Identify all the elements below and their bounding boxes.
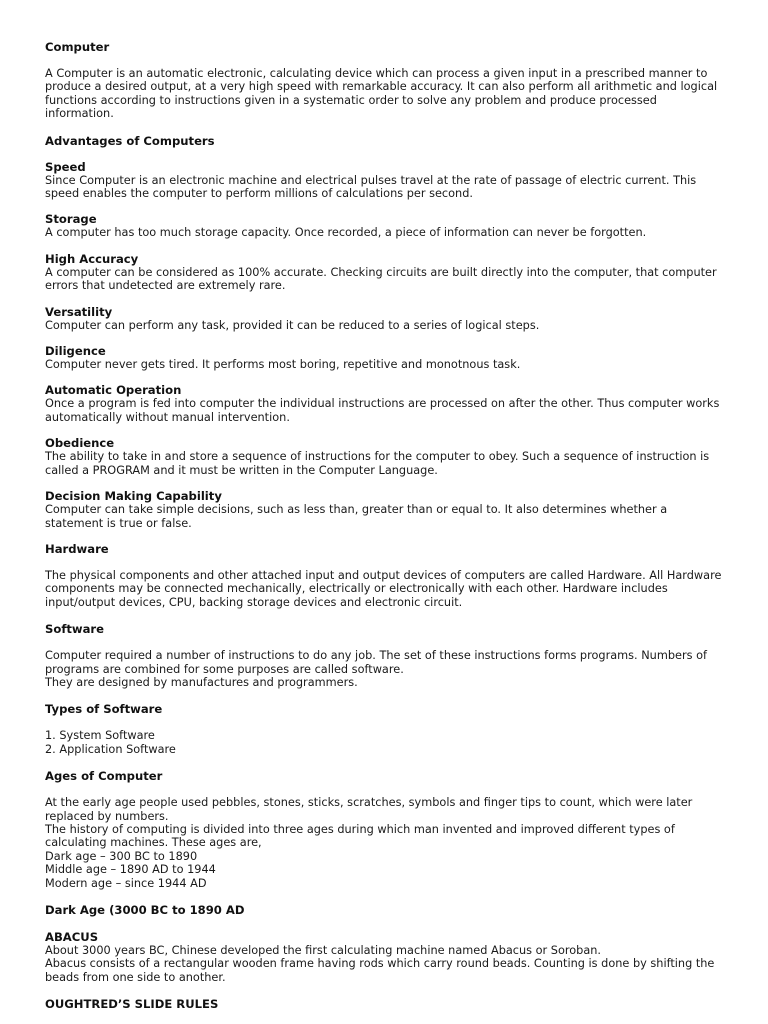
advantage-high-accuracy [45,252,728,293]
advantage-text: Since Computer is an electronic machine and electrical pulses travel at the rate of passage of electric current. This speed enables the computer to perform millions of calculations per second. [45,173,697,201]
paragraph-software-2: They are designed by manufactures and programmers. [45,675,358,689]
paragraph-computer-definition: A Computer is an automatic electronic, calculating device which can process a given input in a prescribed manner to produce a desired output, at a very high speed with remarkable accuracy. It can also perform all arithmetic and logical functions according to instructions given in a systematic order to solve any problem and produce processed information. [45,67,718,121]
advantage-text: A computer can be considered as 100% accurate. Checking circuits are built directly into the computer, that computer errors that undetected are extremely rare. [45,265,717,293]
section-title-ages-of-computer: Ages of Computer [45,769,163,784]
advantage-title: Obedience [45,436,115,451]
list-item-software-type: 2. Application Software [45,742,176,756]
section-title-hardware: Hardware [45,541,109,556]
advantage-title: Storage [45,212,97,227]
advantage-text: Once a program is fed into computer the individual instructions are processed on after the other. Thus computer works automatically without manual intervention. [45,397,720,424]
advantage-text: A computer has too much storage capacity. Once recorded, a piece of information can never be forgotten. [45,226,647,240]
subsection-title-abacus: ABACUS [45,930,99,944]
list-item-age: Dark age – 300 BC to 1890 [45,849,198,863]
section-title-computer: Computer [45,40,110,54]
advantage-versatility [45,305,728,332]
subsection-title-oughtred-slide-rules: OUGHTRED’S SLIDE RULES [45,997,219,1012]
paragraph-ages-2: The history of computing is divided into three ages during which man invented and improved different types of calculating machines. These ages are, [45,822,675,850]
advantage-storage [45,212,728,239]
document-page [45,40,728,1011]
paragraph-software-1: Computer required a number of instructions to do any job. The set of these instructions forms programs. Numbers of programs are combined for some purposes are called software. [45,649,707,676]
paragraph-hardware: The physical components and other attached input and output devices of computers are called Hardware. All Hardware components may be connected mechanically, electrically or electronically with each other. Hardware includes input/output devices, CPU, backing storage devices and electronic circuit. [45,568,722,609]
advantage-title: High Accuracy [45,251,139,266]
advantage-diligence [45,344,728,371]
advantage-text: The ability to take in and store a sequence of instructions for the computer to obey. Such a sequence of instruction is called a PROGRAM and it must be written in the Computer Language. [45,450,710,477]
list-item-age: Modern age – since 1944 AD [45,876,207,890]
advantage-title: Versatility [45,304,113,319]
paragraph-ages-1: At the early age people used pebbles, stones, sticks, scratches, symbols and finger tips to count, which were later replaced by numbers. [45,796,693,823]
advantage-title: Diligence [45,344,106,359]
advantage-automatic-operation [45,383,728,424]
advantage-title: Automatic Operation [45,383,182,398]
paragraph-abacus-2: Abacus consists of a rectangular wooden frame having rods which carry round beads. Counting is done by shifting the beads from one side to another. [45,957,715,984]
section-title-advantages: Advantages of Computers [45,133,215,148]
section-title-dark-age: Dark Age (3000 BC to 1890 AD [45,903,245,917]
advantage-text: Computer can take simple decisions, such as less than, greater than or equal to. It also determines whether a statement is true or false. [45,503,668,530]
advantage-obedience [45,436,728,477]
paragraph-abacus-1: About 3000 years BC, Chinese developed the first calculating machine named Abacus or Soroban. [45,944,602,957]
advantage-speed [45,160,728,201]
advantage-title: Decision Making Capability [45,489,222,504]
advantage-title: Speed [45,159,86,174]
list-item-age: Middle age – 1890 AD to 1944 [45,863,216,877]
section-title-software: Software [45,622,105,637]
advantage-decision-making [45,489,728,530]
section-title-types-of-software: Types of Software [45,702,163,717]
list-item-software-type: 1. System Software [45,729,155,743]
advantage-text: Computer can perform any task, provided it can be reduced to a series of logical steps. [45,318,540,332]
advantage-text: Computer never gets tired. It performs most boring, repetitive and monotnous task. [45,358,521,372]
